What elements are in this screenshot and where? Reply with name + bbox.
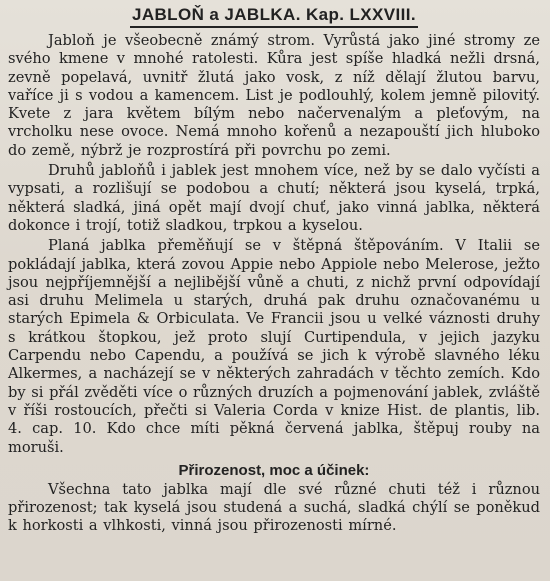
paragraph-tree-description: Jabloň je všeobecně známý strom. Vyrůstá jako jiné stromy ze svého kmene v mnohé ratolesti. Kůra jest spíše hladká nežli drsná, zevně popelavá, uvnitř žlutá jako vosk, z níž dělají žlutou barvu, vaříce ji s vodou a kamencem. List je podlouhlý, kolem jemně pilovitý. Kvete z jara květem bílým nebo načervenalým a pleťovým, na vrcholku nese ovoce. Nemá mnoho kořenů a nezapouští jich hluboko do země, nýbrž je rozprostírá při povrchu po zemi. [8, 32, 540, 159]
paragraph-properties: Všechna tato jablka mají dle své různé chuti též i různou přirozenost; tak kyselá jsou studená a suchá, sladká chýlí se poněkud k horkosti a vlhkosti, vinná jsou přirozenosti mírné. [8, 480, 540, 535]
chapter-title-text: JABLOŇ a JABLKA. Kap. LXXVIII. [130, 5, 418, 28]
paragraph-grafting: Planá jablka přeměňují se v štěpná štěpováním. V Italii se pokládají jablka, která zovou Appie nebo Appiole nebo Melerose, ježto jsou nejpříjemnější a nejlibější vůně a chuti, z nichž první odpovídají asi druhu Melimela u starých, druhá pak druhu označovanému u starých Epimela & Orbiculata. Ve Francii jsou u velké váznosti druhy s krátkou štopkou, jež proto slují Curtipendula, v jejich jazyku Carpendu nebo Capendu, a používá se jich k výrobě slavného léku Alkermes, a nacházejí se v některých zahradách v těchto zemích. Kdo by si přál zvěděti více o různých druzích a pojmenování jablek, zvláště v říši rostoucích, přečti si Valeria Corda v knize Hist. de plantis, lib. 4. cap. 10. Kdo chce míti pěkná červená jablka, štěpuj rouby na moruši. [8, 237, 540, 456]
paragraph-varieties: Druhů jabloňů i jablek jest mnohem více, než by se dalo vyčísti a vypsati, a rozlišují se podobou a chutí; některá jsou kyselá, trpká, některá sladká, jiná opět mají dvojí chuť, jako vinná jablka, některá dokonce i trojí, totiž sladkou, trpkou a kyselou. [8, 162, 540, 234]
section-heading: Přirozenost, moc a účinek: [178, 461, 370, 479]
chapter-title [8, 5, 540, 28]
